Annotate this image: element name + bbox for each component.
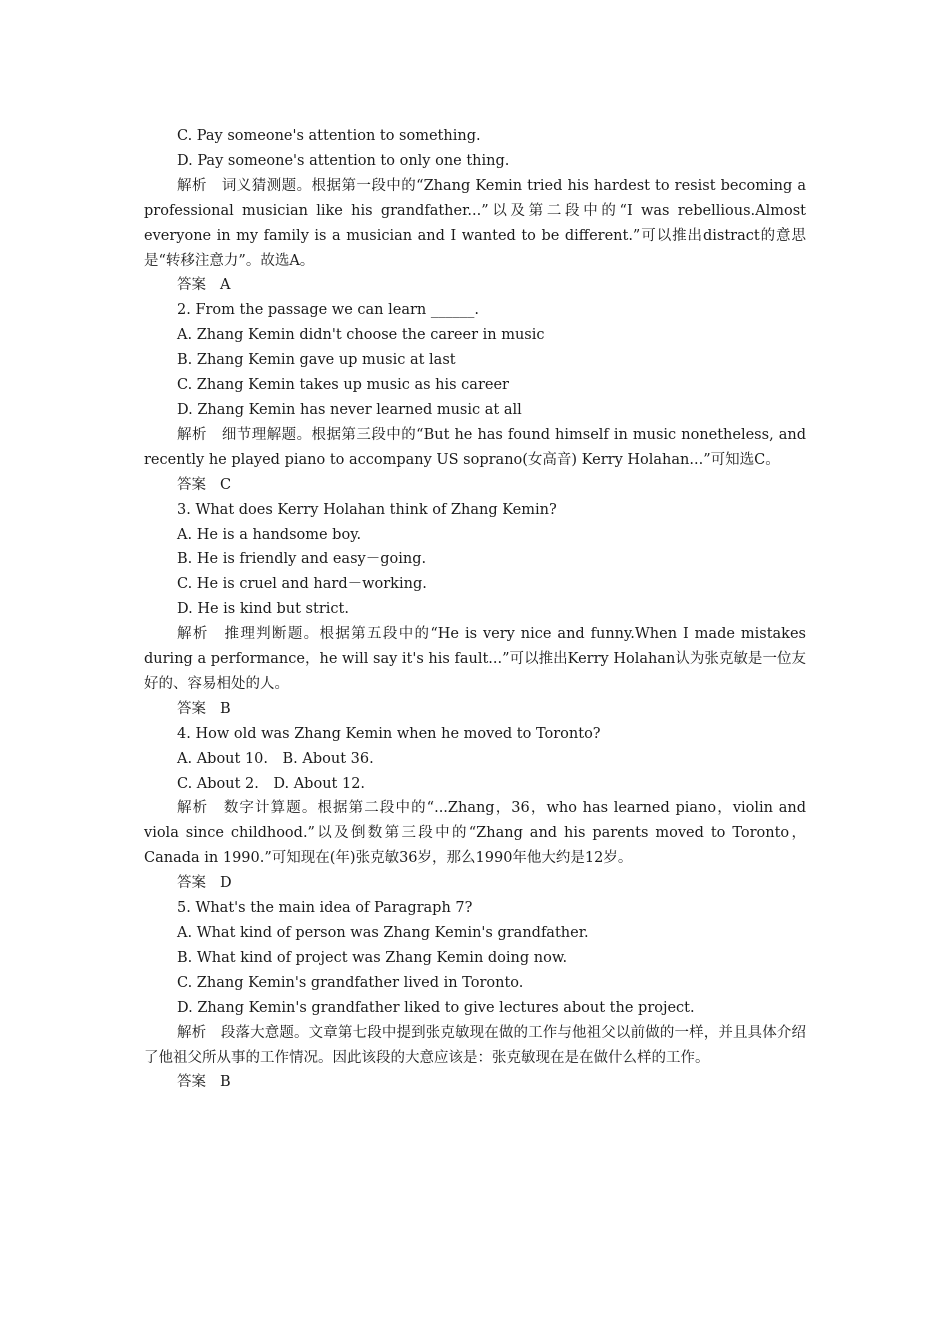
explanation-paragraph: 解析 词义猜测题。根据第一段中的“Zhang Kemin tried his hardest to resist becoming a professional musician like his grandfather...”以及第二段中的“I was rebellious.Almost everyone in my family is a musician and I wanted to be different.”可以推出distract的意思是“转移注意力”。故选A。 xyxy=(144,177,806,269)
answer-value: A xyxy=(220,277,231,294)
answer-value: B xyxy=(220,700,231,717)
question-stem: 4. How old was Zhang Kemin when he moved to Toronto? xyxy=(177,725,601,742)
answer-label: 答案 xyxy=(177,277,206,294)
answer-line xyxy=(144,473,806,498)
explanation-paragraph: 解析 段落大意题。文章第七段中提到张克敏现在做的工作与他祖父以前做的一样，并且具体介绍了他祖父所从事的工作情况。因此该段的大意应该是：张克敏现在是在做什么样的工作。 xyxy=(144,1024,806,1066)
answer-label: 答案 xyxy=(177,476,206,493)
question-stem: 5. What's the main idea of Paragraph 7? xyxy=(177,900,473,917)
answer-option: D. Pay someone's attention to only one thing. xyxy=(177,152,510,169)
answer-value: B xyxy=(220,1074,231,1091)
answer-value: D xyxy=(220,875,232,892)
answer-option: B. Zhang Kemin gave up music at last xyxy=(177,352,456,369)
question-stem: 3. What does Kerry Holahan think of Zhang Kemin? xyxy=(177,501,557,518)
answer-line xyxy=(144,1070,806,1095)
answer-option: A. Zhang Kemin didn't choose the career in music xyxy=(177,327,545,344)
explanation-paragraph: 解析 推理判断题。根据第五段中的“He is very nice and funny.When I made mistakes during a performance，he will say it's his fault...”可以推出Kerry Holahan认为张克敏是一位友好的、容易相处的人。 xyxy=(144,626,806,692)
answer-option: D. Zhang Kemin's grandfather liked to give lectures about the project. xyxy=(177,999,695,1016)
answer-option: A. What kind of person was Zhang Kemin's grandfather. xyxy=(177,925,589,941)
answer-option: C. Zhang Kemin's grandfather lived in Toronto. xyxy=(177,974,524,991)
answer-value: C xyxy=(220,476,232,493)
answer-option: C. About 2. D. About 12. xyxy=(177,775,366,792)
answer-label: 答案 xyxy=(177,1074,206,1091)
answer-label: 答案 xyxy=(177,700,206,717)
answer-option: A. About 10. B. About 36. xyxy=(177,750,374,767)
answer-option: C. Pay someone's attention to something. xyxy=(177,128,481,144)
answer-label: 答案 xyxy=(177,875,206,892)
document-body xyxy=(144,124,806,1095)
answer-option: B. What kind of project was Zhang Kemin doing now. xyxy=(177,949,568,966)
answer-option: B. He is friendly and easy－going. xyxy=(177,551,427,568)
answer-line xyxy=(144,273,806,298)
answer-option: C. Zhang Kemin takes up music as his career xyxy=(177,377,509,394)
answer-option: C. He is cruel and hard－working. xyxy=(177,576,427,593)
answer-line xyxy=(144,871,806,896)
explanation-paragraph: 解析 细节理解题。根据第三段中的“But he has found himself in music nonetheless, and recently he played piano to accompany US soprano(女高音) Kerry Holahan...”可知选C。 xyxy=(144,426,806,468)
answer-option: D. Zhang Kemin has never learned music at all xyxy=(177,401,522,418)
answer-line xyxy=(144,697,806,722)
answer-option: D. He is kind but strict. xyxy=(177,601,349,618)
question-stem: 2. From the passage we can learn ______. xyxy=(177,302,479,319)
answer-option: A. He is a handsome boy. xyxy=(177,526,362,543)
explanation-paragraph: 解析 数字计算题。根据第二段中的“...Zhang，36，who has learned piano，violin and viola since childhood.”以及倒数第三段中的“Zhang and his parents moved to Toronto，Canada in 1990.”可知现在(年)张克敏36岁，那么1990年他大约是12岁。 xyxy=(144,800,806,867)
